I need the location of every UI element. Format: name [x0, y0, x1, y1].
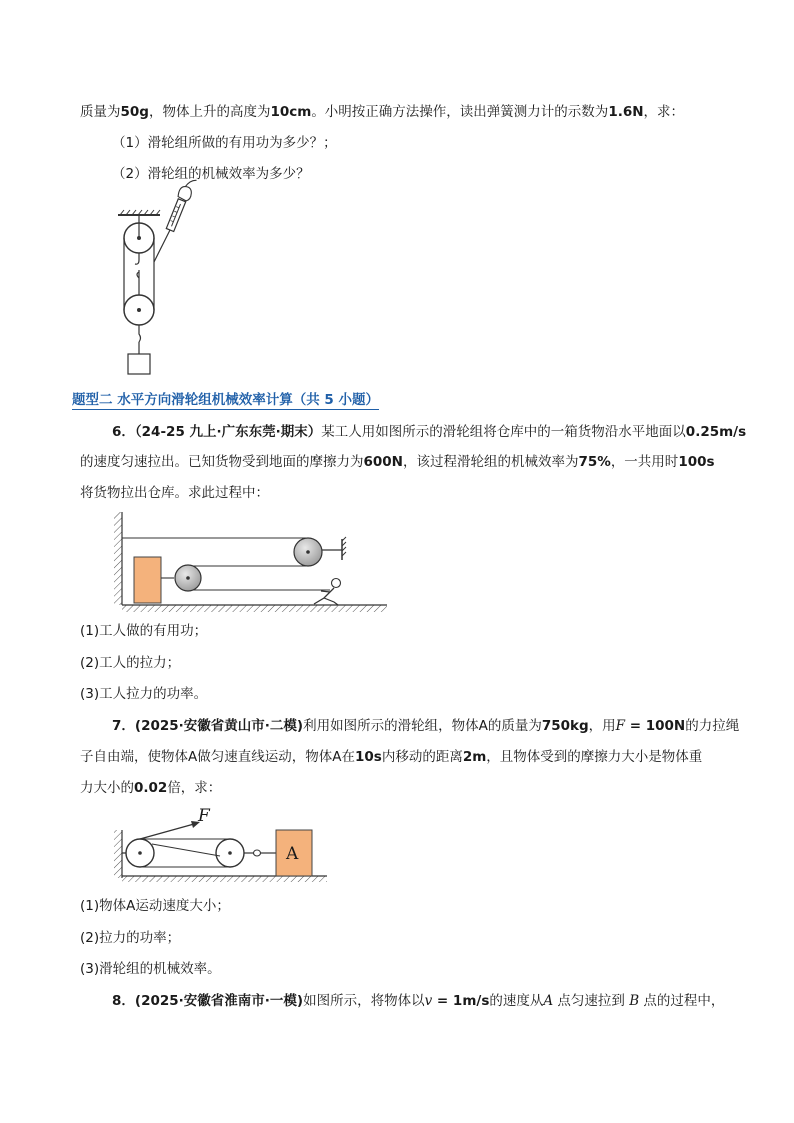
problem7-sub-1: (1)物体A运动速度大小； — [80, 898, 230, 914]
text: 力大小的 — [80, 780, 134, 796]
problem6-sub-3: (3)工人拉力的功率。 — [80, 686, 208, 702]
text: ，一共用时 — [610, 454, 679, 470]
problem-source: (2025·安徽省黄山市·二模) — [134, 718, 304, 734]
friction-value: 600N — [363, 454, 403, 470]
text: A — [332, 749, 342, 765]
text: 的速度从 — [489, 993, 544, 1009]
problem-number: 8． — [112, 993, 135, 1009]
problem-source: （24-25 九上·广东东莞·期末） — [134, 424, 322, 440]
text: ，用 — [588, 718, 616, 734]
text: A — [478, 718, 488, 734]
figure-horizontal-pulley-block — [112, 806, 332, 884]
text: 的速度匀速拉出。已知货物受到地面的摩擦力为 — [80, 454, 364, 470]
problem7-sub-3: (3)滑轮组的机械效率。 — [80, 961, 221, 977]
speed-value: = 1m/s — [432, 993, 490, 1009]
figure-force-label: F — [198, 806, 210, 826]
problem6-line-1 — [112, 422, 746, 442]
efficiency-value: 75% — [578, 454, 611, 470]
problem-number: 7． — [112, 718, 135, 734]
velocity-symbol: v — [424, 993, 433, 1009]
problem7-line-2 — [80, 747, 702, 767]
section-title: 题型二 水平方向滑轮组机械效率计算（共 5 小题） — [72, 388, 379, 410]
problem-number: 6． — [112, 424, 135, 440]
point-b: B — [629, 993, 640, 1009]
point-a: A — [543, 993, 554, 1009]
mass-value: 50g — [120, 104, 149, 120]
text: 点的过程中， — [639, 993, 725, 1009]
intro-question-2: （2）滑轮组的机械效率为多少？ — [112, 166, 310, 182]
problem6-sub-1: (1)工人做的有用功； — [80, 623, 208, 639]
mass-value: 750kg — [541, 718, 589, 734]
figure-block-label: A — [286, 844, 299, 864]
distance-value: 2m — [462, 749, 487, 765]
problem8-line-1 — [112, 991, 724, 1011]
height-value: 10cm — [270, 104, 312, 120]
problem7-line-3 — [80, 778, 221, 798]
text: 某工人用如图所示的滑轮组将仓库中的一箱货物沿水平地面以 — [321, 424, 686, 440]
text: ，且物体受到的摩擦力大小是物体重 — [486, 749, 703, 765]
text: A — [188, 749, 198, 765]
problem-source: (2025·安徽省淮南市·一模) — [134, 993, 304, 1009]
text: ，该过程滑轮组的机械效率为 — [402, 454, 579, 470]
time-value: 100s — [678, 454, 715, 470]
text: 如图所示，将物体以 — [303, 993, 425, 1009]
figure-vertical-pulley — [112, 192, 222, 377]
problem6-line-2 — [80, 452, 715, 472]
text: 利用如图所示的滑轮组，物体 — [303, 718, 479, 734]
speed-value: 0.25m/s — [685, 424, 747, 440]
problem7-line-1 — [112, 716, 739, 736]
text: ，求： — [643, 104, 685, 120]
text: 倍，求： — [167, 780, 222, 796]
text: 做匀速直线运动，物体 — [197, 749, 333, 765]
text: 在 — [341, 749, 355, 765]
ratio-value: 0.02 — [134, 780, 168, 796]
intro-line-1 — [80, 102, 684, 122]
text: ，物体上升的高度为 — [148, 104, 271, 120]
text: 。小明按正确方法操作，读出弹簧测力计的示数为 — [311, 104, 609, 120]
text: 点匀速拉到 — [553, 993, 630, 1009]
text: 内移动的距离 — [381, 749, 463, 765]
problem6-line-3: 将货物拉出仓库。求此过程中： — [80, 485, 269, 501]
force-value: = 100N — [625, 718, 686, 734]
text: 的质量为 — [487, 718, 542, 734]
problem6-sub-2: (2)工人的拉力； — [80, 655, 181, 671]
text: 的力拉绳 — [685, 718, 740, 734]
text: 质量为 — [80, 104, 121, 120]
intro-question-1: （1）滑轮组所做的有用功为多少？； — [112, 135, 337, 151]
force-value: 1.6N — [608, 104, 644, 120]
time-value: 10s — [355, 749, 382, 765]
text: 子自由端，使物体 — [80, 749, 188, 765]
problem7-sub-2: (2)拉力的功率； — [80, 930, 181, 946]
force-symbol: F — [615, 718, 626, 734]
figure-horizontal-pulley-worker — [110, 508, 390, 616]
